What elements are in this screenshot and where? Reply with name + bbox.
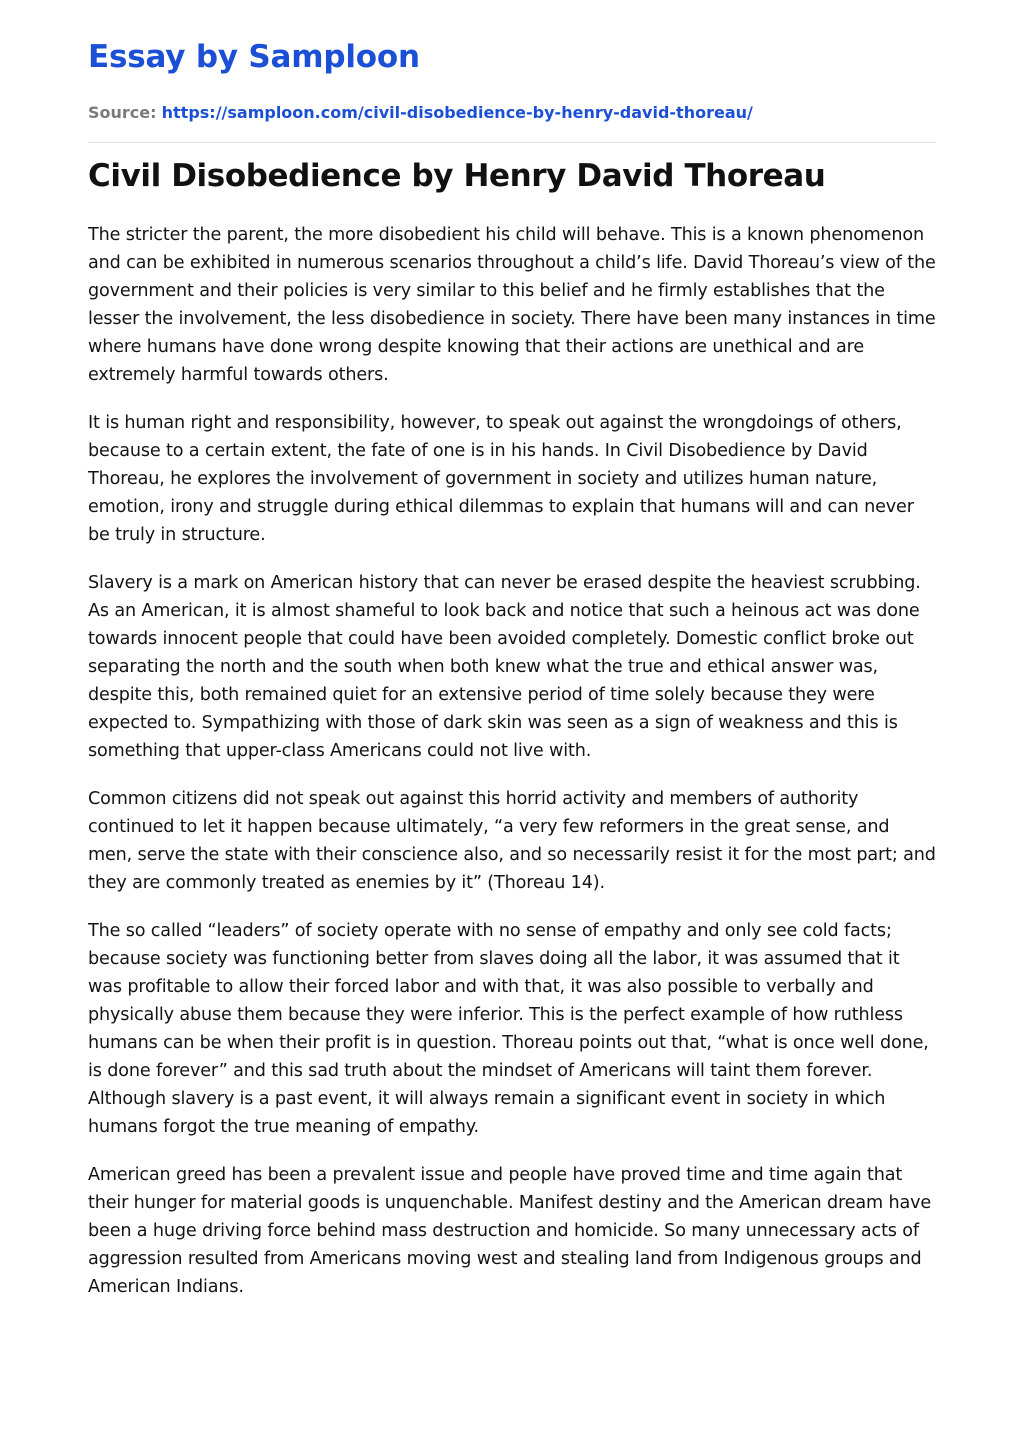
- essay-paragraph: American greed has been a prevalent issue and people have proved time and time again that their hunger for material goods is unquenchable. Manifest destiny and the American dream have been a huge driving force behind mass destruction and homicide. So many unnecessary acts of aggression resulted from Americans moving west and stealing land from Indigenous groups and American Indians.: [88, 1165, 932, 1297]
- source-label: Source:: [88, 103, 157, 122]
- site-brand: Essay by Samploon: [88, 39, 420, 75]
- essay-paragraph: Common citizens did not speak out against this horrid activity and members of authority continued to let it happen because ultimately, “a very few reformers in the great sense, and men, serve the state with their conscience also, and so necessarily resist it for the most part; and they are commonly treated as enemies by it” (Thoreau 14).: [88, 789, 936, 893]
- essay-paragraph: Slavery is a mark on American history that can never be erased despite the heaviest scrubbing. As an American, it is almost shameful to look back and notice that such a heinous act was done towards innocent people that could have been avoided completely. Domestic conflict broke out separating the north and the south when both knew what the true and ethical answer was, despite this, both remained quiet for an extensive period of time solely because they were expected to. Sympathizing with those of dark skin was seen as a sign of weakness and this is something that upper-class Americans could not live with.: [88, 573, 921, 761]
- essay-paragraph: The so called “leaders” of society operate with no sense of empathy and only see cold facts; because society was functioning better from slaves doing all the labor, it was assumed that it was profitable to allow their forced labor and with that, it was also possible to verbally and physically abuse them because they were inferior. This is the perfect example of how ruthless humans can be when their profit is in question. Thoreau points out that, “what is once well done, is done forever” and this sad truth about the mindset of Americans will taint them forever. Although slavery is a past event, it will always remain a significant event in society in which humans forgot the true meaning of empathy.: [88, 921, 929, 1137]
- header-divider: [88, 142, 936, 143]
- essay-paragraph: The stricter the parent, the more disobedient his child will behave. This is a known phenomenon and can be exhibited in numerous scenarios throughout a child’s life. David Thoreau’s view of the government and their policies is very similar to this belief and he firmly establishes that the lesser the involvement, the less disobedience in society. There have been many instances in time where humans have done wrong despite knowing that their actions are unethical and are extremely harmful towards others.: [88, 225, 936, 385]
- essay-body: [88, 221, 936, 1321]
- essay-paragraph: It is human right and responsibility, however, to speak out against the wrongdoings of others, because to a certain extent, the fate of one is in his hands. In Civil Disobedience by David Thoreau, he explores the involvement of government in society and utilizes human nature, emotion, irony and struggle during ethical dilemmas to explain that humans will and can never be truly in structure.: [88, 413, 914, 545]
- source-line: [88, 101, 753, 125]
- source-link[interactable]: https://samploon.com/civil-disobedience-by-henry-david-thoreau/: [161, 103, 753, 122]
- essay-title: Civil Disobedience by Henry David Thoreau: [88, 158, 826, 194]
